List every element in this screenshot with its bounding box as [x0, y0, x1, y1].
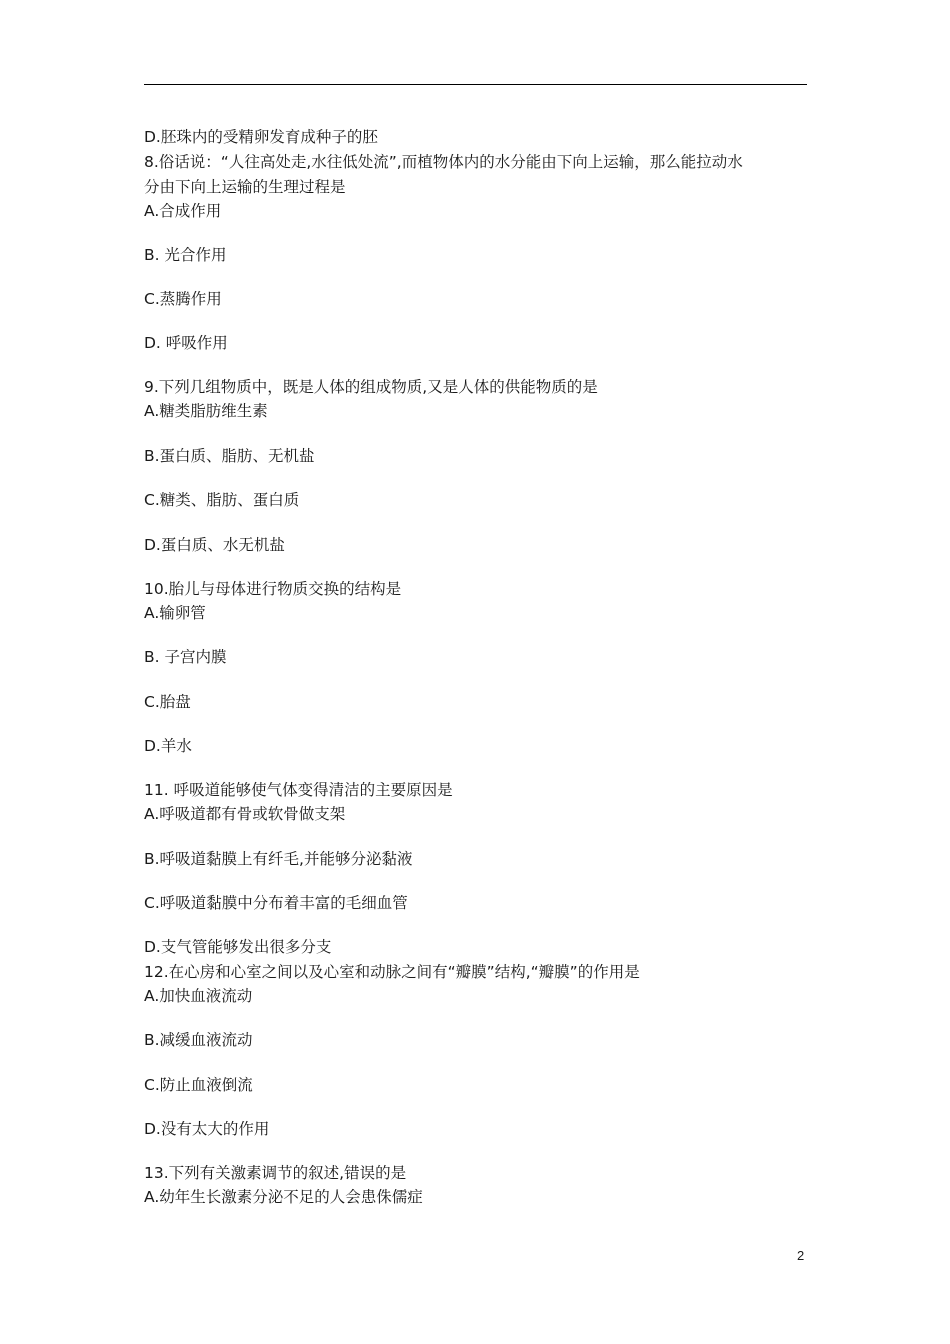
question-9-option-c: C.糖类、脂肪、蛋白质	[144, 491, 300, 509]
page-number: 2	[797, 1248, 805, 1263]
question-12-option-a: A.加快血液流动	[144, 987, 253, 1005]
header-rule	[144, 84, 807, 85]
question-10-option-a: A.输卵管	[144, 604, 206, 622]
question-8-option-b: B. 光合作用	[144, 246, 227, 264]
question-13-option-a: A.幼年生长激素分泌不足的人会患侏儒症	[144, 1188, 423, 1206]
question-13-stem: 13.下列有关激素调节的叙述,错误的是	[144, 1164, 407, 1182]
question-8-stem-line-1: 8.俗话说：“人往高处走,水往低处流”,而植物体内的水分能由下向上运输，那么能拉动水	[144, 153, 743, 171]
question-12-stem: 12.在心房和心室之间以及心室和动脉之间有“瓣膜”结构,“瓣膜”的作用是	[144, 963, 640, 981]
question-10-option-b: B. 子宫内膜	[144, 648, 227, 666]
question-11-stem: 11. 呼吸道能够使气体变得清洁的主要原因是	[144, 781, 453, 799]
question-9-option-b: B.蛋白质、脂肪、无机盐	[144, 447, 315, 465]
question-8-option-a: A.合成作用	[144, 202, 222, 220]
question-9-option-d: D.蛋白质、水无机盐	[144, 536, 285, 554]
question-11-option-a: A.呼吸道都有骨或软骨做支架	[144, 805, 346, 823]
question-10-stem: 10.胎儿与母体进行物质交换的结构是	[144, 580, 402, 598]
question-11-option-b: B.呼吸道黏膜上有纤毛,并能够分泌黏液	[144, 850, 413, 868]
question-10-option-c: C.胎盘	[144, 693, 191, 711]
question-8-stem-line-2: 分由下向上运输的生理过程是	[144, 178, 346, 196]
question-11-option-d: D.支气管能够发出很多分支	[144, 938, 332, 956]
question-9-stem: 9.下列几组物质中，既是人体的组成物质,又是人体的供能物质的是	[144, 378, 598, 396]
carry-over-option: D.胚珠内的受精卵发育成种子的胚	[144, 128, 378, 146]
question-8-option-c: C.蒸腾作用	[144, 290, 222, 308]
question-11-option-c: C.呼吸道黏膜中分布着丰富的毛细血管	[144, 894, 408, 912]
question-8-option-d: D. 呼吸作用	[144, 334, 228, 352]
question-9-option-a: A.糖类脂肪维生素	[144, 402, 268, 420]
question-12-option-b: B.减缓血液流动	[144, 1031, 253, 1049]
question-12-option-d: D.没有太大的作用	[144, 1120, 270, 1138]
question-12-option-c: C.防止血液倒流	[144, 1076, 253, 1094]
question-10-option-d: D.羊水	[144, 737, 192, 755]
